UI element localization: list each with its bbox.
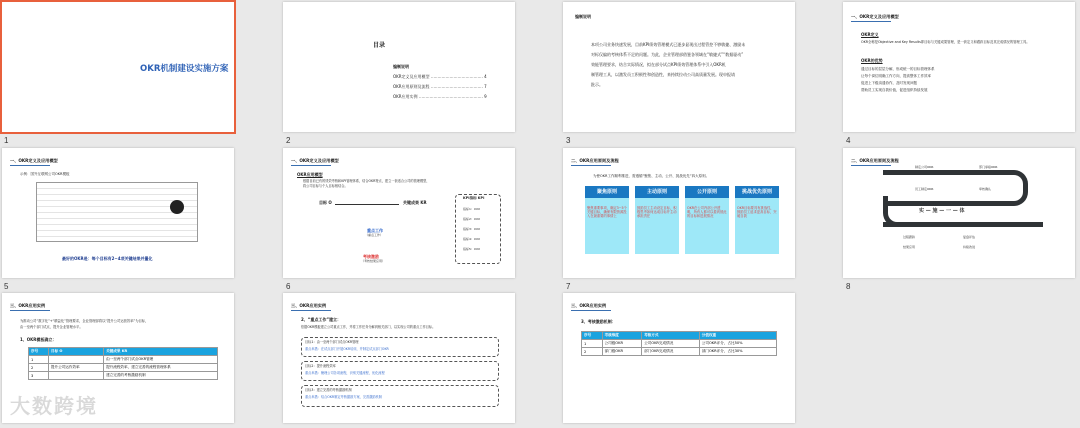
slide-number: 8 <box>846 282 851 291</box>
desc-line: 将公司目标与个人目标相结合。 <box>303 184 348 188</box>
slide-number: 3 <box>566 136 571 145</box>
section-underline <box>851 165 891 166</box>
bullet: 帮助员工实现自我价值，促进组织持续发展 <box>861 88 928 92</box>
slide-heading: 编制说明 <box>575 14 591 19</box>
body-line: 批示。 <box>591 82 603 87</box>
section-title: 一、OKR定义及应用模型 <box>291 158 339 163</box>
bullet: 通过目标的层层分解，形成统一的目标管理体系 <box>861 67 935 71</box>
roadmap-step: 员工制定OKR <box>915 187 934 191</box>
section-title: 一、OKR定义及应用模型 <box>851 14 899 19</box>
slide-thumbnail-10[interactable] <box>283 293 515 423</box>
objective-node: 目标 O <box>319 200 332 205</box>
table-cell <box>48 372 103 380</box>
roadmap-step: 审核确认 <box>979 187 992 191</box>
principle-head: 挑战优先原则 <box>735 186 779 198</box>
slide-thumbnail-5[interactable] <box>2 148 234 278</box>
roadmap-step: 持续改进 <box>963 245 976 249</box>
principle-head: 主动原则 <box>635 186 679 198</box>
section-underline <box>291 165 331 166</box>
subheading: 3、考核激励机制： <box>581 319 616 324</box>
table-header: 目标 O <box>48 348 103 356</box>
table-row <box>29 372 218 380</box>
bottom-node: 考核激励 <box>363 254 379 259</box>
table-cell <box>48 356 103 364</box>
subheading: OKR应用模型 <box>297 172 323 177</box>
table-cell: 2 <box>582 348 603 356</box>
table-row <box>29 364 218 372</box>
item-action: 重点举措：梳理公司各项流程，识别关键流程，优化流程 <box>305 371 385 375</box>
toc-item: OKR应用原则及流程 ………………………………… 7 <box>393 84 487 89</box>
toc-item: OKR定义及应用模型 ………………………………… 4 <box>393 74 487 79</box>
table-cell: 公司OKR完成情况 <box>642 340 700 348</box>
kpi-item: 指标1：XXX <box>463 207 481 211</box>
principle-body: 聚焦重要事项，确定3~5个关键目标，确保有限资源投入在最重要的事情上 <box>587 206 627 219</box>
kpi-item: 指标2：XXX <box>463 217 481 221</box>
principle-body: OKR目标要具有挑战性，鼓励员工追求更高目标，突破自我 <box>737 206 777 219</box>
table-cell: 3 <box>29 372 49 380</box>
section-underline <box>10 310 50 311</box>
slide-title: OKR机制建设实施方案 <box>140 64 229 74</box>
body-line: 对标仅偏的考核体系不足的问题。为此，企业管理部借鉴各领域在“敏捷式”“数据驱动” <box>591 52 744 57</box>
section-title: 一、OKR定义及应用模型 <box>10 158 58 163</box>
slide-thumbnail-4[interactable] <box>843 2 1075 132</box>
subheading: OKR的优势 <box>861 58 883 63</box>
subheading: 2、“重点工作”建立： <box>301 317 342 322</box>
table-cell: 部门级OKR <box>602 348 642 356</box>
intro-text: 示例：国外互联网公司OKR模板 <box>20 172 70 176</box>
table-header: 序号 <box>582 332 603 340</box>
section-underline <box>291 310 331 311</box>
roadmap-step: 制定公司OKR <box>915 165 934 169</box>
principle-head: 公开原则 <box>685 186 729 198</box>
table-cell: 公司级OKR <box>602 340 642 348</box>
intro-text: 依据OKR模板建立公司重点工作，并将工作任务分解到相关部门，以实现公司的重点工作目标。 <box>301 325 436 329</box>
toc-item: OKR应用实例 ………………………………………… 9 <box>393 94 487 99</box>
table-cell: 提升流程效率，建立完善的流程管理体系 <box>104 364 218 372</box>
kpi-title: KPI指标 KPI <box>463 196 485 200</box>
section-title: 二、OKR应用原则及流程 <box>571 158 619 163</box>
slide-thumbnail-1[interactable] <box>2 2 234 132</box>
table-row <box>29 356 218 364</box>
table-cell: 1 <box>29 356 49 364</box>
bottom-node-sub: （考核结果应用） <box>361 259 386 263</box>
section-underline <box>571 310 611 311</box>
bullet: 促进上下级沟通协作，及时发现问题 <box>861 81 917 85</box>
okr-table <box>28 347 218 380</box>
center-node-sub: （重点工作） <box>365 233 384 237</box>
definition: OKR全称是Objective and Key Results即目标与关键成果管理，是一套定义和跟踪目标及其完成情况的管理工具。 <box>861 40 1030 44</box>
roadmap-track <box>883 222 1043 227</box>
table-cell: 2 <box>29 364 49 372</box>
body-line: 效能管理要求，结合实际情况，拟在部分试点KPI绩效管理体系中引入OKR机 <box>591 62 726 67</box>
table-header: 分值权重 <box>699 332 776 340</box>
section-underline <box>851 21 891 22</box>
table-header: 序号 <box>29 348 49 356</box>
section-title: 三、OKR应用实例 <box>291 303 327 308</box>
roadmap-step: 部门承接OKR <box>979 165 998 169</box>
intro-text: 由一至两个部门试点，提升企业管理水平。 <box>20 325 83 329</box>
section-title: 三、OKR应用实例 <box>10 303 46 308</box>
roadmap-step: 结果应用 <box>903 245 916 249</box>
table-cell: 建立完善的考核激励机制 <box>104 372 218 380</box>
table-cell: 1 <box>582 340 603 348</box>
toc-item: 编制说明 <box>393 64 409 69</box>
slide-number: 6 <box>286 282 291 291</box>
kpi-item: 指标4：XXX <box>463 237 481 241</box>
item-objective: 目标3：建立完善的考核激励机制 <box>305 388 352 392</box>
roadmap-step: 复盘评估 <box>963 235 976 239</box>
footer-note: 最好的OKR是：每个目标有2~4项关键结果并量化 <box>62 256 153 261</box>
section-underline <box>571 165 611 166</box>
slide-thumbnail-7[interactable] <box>563 148 795 278</box>
table-header: 考核方式 <box>642 332 700 340</box>
slide-number: 4 <box>846 136 851 145</box>
item-objective: 目标2：提升流程效率 <box>305 364 336 368</box>
table-header: 关键成果 KR <box>104 348 218 356</box>
section-title: 二、OKR应用原则及流程 <box>851 158 899 163</box>
key-result-node: 关键成果 KR <box>403 200 427 205</box>
table-row <box>582 348 777 356</box>
principle-head: 聚焦原则 <box>585 186 629 198</box>
watermark: 大数跨境 <box>10 394 98 418</box>
toc-heading: 目录 <box>373 42 386 49</box>
table-cell: 部门OKR评分，占比30% <box>699 348 776 356</box>
intro-text: 为使OKR工作顺利推进，需遵循“聚焦、主动、公开、挑战优先”四大原则。 <box>593 174 710 178</box>
item-action: 重点举措：结合OKR制定考核激励方案，完善激励机制 <box>305 395 382 399</box>
principle-body: 鼓励员工主动设定目标，积极思考如何达成目标并主动承担责任 <box>637 206 677 219</box>
slide-thumbnail-11[interactable] <box>563 293 795 423</box>
principle-body: OKR在公司内部公开透明，所有人都可以看到彼此的目标和进展情况 <box>687 206 727 219</box>
slide-number: 1 <box>4 136 9 145</box>
body-line: 制管理工具，以激发员工积极性和创造性，来持续拉动公司高质量发展。现申报请 <box>591 72 735 77</box>
kpi-item: 指标5：XXX <box>463 247 481 251</box>
slide-number: 2 <box>286 136 291 145</box>
intro-text: 为推动公司“数字化”+“精益化”管理要求，企业管理部将以“提升公司运营效率”为目标， <box>20 319 149 323</box>
body-line: 本项公司业务快速发展，目前KPI绩效管理模式已逐步显现出过程管控不够敏捷、激励未 <box>591 42 746 47</box>
table-header: 考核维度 <box>602 332 642 340</box>
item-action: 重点举措：在试点部门开展OKR培训，并制定试点部门OKR <box>305 347 389 351</box>
slide-number: 5 <box>4 282 9 291</box>
subheading: 1、OKR模板确立： <box>20 337 57 342</box>
assessment-table <box>581 331 777 356</box>
logo-mark <box>170 200 184 214</box>
center-node: 重点工作 <box>367 228 383 233</box>
table-row <box>582 340 777 348</box>
bullet: 让每个岗位明确工作方向，提高整体工作效率 <box>861 74 931 78</box>
table-cell: 提升公司运作效率 <box>48 364 103 372</box>
slide-thumbnail-6[interactable] <box>283 148 515 278</box>
table-cell: 公司OKR评分，占比50% <box>699 340 776 348</box>
table-cell: 部门OKR完成情况 <box>642 348 700 356</box>
section-underline <box>10 165 50 166</box>
roadmap-step: 过程跟踪 <box>903 235 916 239</box>
table-cell: 由一至两个部门试点OKR管理 <box>104 356 218 364</box>
kpi-item: 指标3：XXX <box>463 227 481 231</box>
subheading: OKR定义 <box>861 32 879 37</box>
slide-thumbnail-3[interactable] <box>563 2 795 132</box>
roadmap-motto: 实 — 施 — 一 — 体 <box>919 208 965 214</box>
slide-thumbnail-8[interactable] <box>843 148 1075 278</box>
slide-thumbnail-2[interactable] <box>283 2 515 132</box>
arrow <box>335 204 399 205</box>
section-title: 三、OKR应用实例 <box>571 303 607 308</box>
slide-number: 7 <box>566 282 571 291</box>
item-objective: 目标1：由一至两个部门试点OKR管理 <box>305 340 359 344</box>
desc-line: 根据目前已有的绩效考核和KPI管理体系，结合OKR特点，建立一套适合公司的管理模型， <box>303 179 430 183</box>
